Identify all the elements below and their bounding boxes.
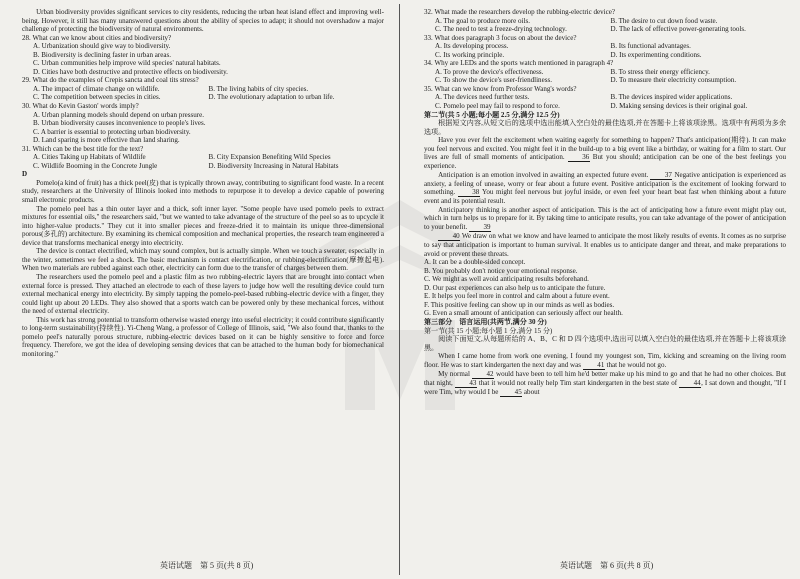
section-2-title: 第二节(共 5 小题;每小题 2.5 分,满分 12.5 分): [424, 110, 560, 119]
choice-b: B. You probably don't notice your emotional response.: [424, 266, 578, 275]
option-32c: C. The need to test a freeze-drying technology.: [435, 25, 567, 34]
option-33d: D. Its experimenting conditions.: [610, 50, 702, 59]
left-page-column: [22, 8, 384, 358]
options-31-row2: [22, 162, 384, 171]
passage-d-paragraph-4: The researchers used the pomelo peel and a plastic film as two rubbing-electric layers that are brought into contact when external force is pressed. They attached an electrode to each of these layers to judge how well the resulting device could turn external mechanical energy into electricity. By simply tapping the pomelo-peel-based rubbing-electric device with a finger, they could light up about 20 LEDs. They also showed that a sports watch can be powered only by these mechanical forces, without the need of external electricity.: [22, 272, 384, 316]
option-31b: B. City Expansion Benefiting Wild Species: [208, 153, 331, 162]
option-34c: C. To show the device's user-friendliness.: [435, 76, 552, 85]
blank-37: 37: [650, 172, 672, 180]
question-34: 34. Why are LEDs and the sports watch mentioned in paragraph 4?: [424, 59, 614, 68]
footer-page-6: 英语试题 第 6 页(共 8 页): [560, 561, 654, 570]
option-33c: C. Its working principle.: [435, 50, 505, 59]
options-35-row2: [424, 102, 786, 111]
section-1-title: 第一节(共 15 小题;每小题 1 分,满分 15 分): [424, 326, 553, 335]
blank-41: 41: [583, 362, 605, 370]
option-33a: A. Its developing process.: [435, 42, 509, 51]
options-35-row1: [424, 93, 786, 102]
seven-choose-five-paragraph-3: [424, 206, 786, 232]
seven-choose-five-paragraph-1: [424, 136, 786, 171]
option-34b: B. To stress their energy efficiency.: [610, 67, 710, 76]
question-32: 32. What made the researchers develop the rubbing-electric device?: [424, 8, 616, 16]
blank-45: 45: [500, 389, 522, 397]
option-34d: D. To measure their electricity consumption.: [610, 76, 737, 85]
passage-d-paragraph-3: The device is contact electrified, which may sound complex, but is actually simple. When we touch a sweater, especially in the winter, sometimes we feel a shock. The basic mechanism is contact electrification, or rubbing-electrification(摩擦起电). When two materials are rubbed against each other, electricity can form due to the transfer of charges between them.: [22, 247, 384, 273]
question-33: 33. What does paragraph 3 focus on about the device?: [424, 33, 577, 42]
question-31: 31. Which can be the best title for the text?: [22, 144, 144, 153]
blank-40: 40: [438, 233, 460, 241]
option-28d: D. Cities have both destructive and protective effects on biodiversity.: [33, 67, 228, 76]
blank-39: 39: [469, 224, 491, 232]
options-34-row2: [424, 76, 786, 85]
options-33-row2: [424, 51, 786, 60]
cloze-2-c: that it would not really help Tim start kindergarten in the best state of: [478, 378, 678, 387]
choice-d: D. Our past experiences can also help us to anticipate the future.: [424, 283, 606, 292]
option-28a: A. Urbanization should give way to biodiversity.: [33, 42, 171, 51]
option-32b: B. The desire to cut down food waste.: [610, 16, 718, 25]
section-2-instructions: 根据短文内容,从短文后的选项中选出能填入空白处的最佳选项,并在答题卡上将该项涂黑。选项中有两项为多余选项。: [424, 119, 786, 136]
choice-g: G. Even a small amount of anticipation can seriously affect our health.: [424, 309, 623, 318]
option-32d: D. The lack of effective power-generating tools.: [610, 25, 746, 34]
choice-f: F. This positive feeling can show up in our minds as well as bodies.: [424, 300, 615, 309]
part-3-title: 第三部分 语言运用(共两节,满分 30 分): [424, 317, 547, 326]
cloze-1-start: When I came home from work one evening, I found my youngest son, Tim, kicking and screaming on the living room floor. He was to start kindergarten the next day and was: [424, 352, 786, 369]
option-28c: C. Urban communities help improve wild species' natural habitats.: [33, 59, 221, 68]
seven-choose-five-paragraph-4: [424, 232, 786, 258]
passage-d-paragraph-1: Pomelo(a kind of fruit) has a thick peel(皮) that is typically thrown away, contributing to significant food waste. In a recent study, researchers at the University of Illinois looked into methods to repurpose it to develop a device capable of powering small electronic products.: [22, 178, 384, 205]
paragraph-3-start: Anticipatory thinking is another aspect of anticipation. This is the act of anticipating how a future event might play out, which in turn helps us to prepare for it. By taking time to anticipate results, you can take advantage of the power of anticipation to your benefit.: [424, 205, 786, 232]
cloze-paragraph-1: [424, 352, 786, 370]
option-32a: A. The goal to produce more oils.: [435, 16, 530, 25]
option-35d: D. Making sensing devices is their original goal.: [610, 102, 748, 111]
cloze-2-e: about: [523, 387, 540, 396]
seven-choose-five-paragraph-2: [424, 171, 786, 206]
choice-a: A. It can be a double-sided concept.: [424, 258, 526, 267]
question-35: 35. What can we know from Professor Wang's words?: [424, 84, 577, 93]
passage-d-paragraph-2: The pomelo peel has a thin outer layer and a thick, soft inner layer. "Some people have used pomelo peels to extract mixtures for essential oils," the researchers said, "but we wanted to take advantage of the structure of the peel so as to upcycle it into higher-value products." They cut it into smaller pieces and freeze-dried it to maintain its unique three-dimensional porous(多孔的) architecture. By examining its chemical composition and mechanical properties, the research team engineered a device that transforms mechanical energy into electricity.: [22, 204, 384, 247]
option-29d: D. The evolutionary adaptation to urban life.: [208, 93, 335, 102]
option-29c: C. The competition between species in cities.: [33, 93, 161, 102]
option-29a: A. The impact of climate change on wildlife.: [33, 84, 160, 93]
option-30a: A. Urban planning models should depend on urban pressure.: [33, 110, 205, 119]
option-33b: B. Its functional advantages.: [610, 42, 691, 51]
option-35c: C. Pomelo peel may fail to respond to force.: [435, 102, 560, 111]
question-30: 30. What do Kevin Gaston' words imply?: [22, 102, 139, 111]
options-32-row2: [424, 25, 786, 34]
question-29: 29. What do the examples of Crepis sancta and coal tits stress?: [22, 76, 199, 85]
choice-c: C. We might as well avoid anticipating results beforehand.: [424, 275, 589, 284]
option-31c: C. Wildlife Booming in the Concrete Jungle: [33, 161, 158, 170]
option-35b: B. The devices inspired wider applications.: [610, 93, 733, 102]
option-35a: A. The devices need further tests.: [435, 93, 530, 102]
blank-43: 43: [455, 380, 477, 388]
options-34-row1: [424, 68, 786, 77]
options-32-row1: [424, 17, 786, 26]
option-31a: A. Cities Taking up Habitats of Wildlife: [33, 153, 146, 162]
option-30b: B. Urban biodiversity causes inconvenience to people's lives.: [33, 119, 206, 128]
paragraph-1-text: Have you ever felt the excitement when waiting eagerly for something to happen? That's anticipation(期待). It can make you feel nervous and excited. You might feel it in the build-up to a big event like a birthday, or waiting for a film to start. Our lives are full of small moments of anticipation.: [424, 136, 786, 162]
cloze-2-a: My normal: [438, 369, 470, 378]
section-1-instructions: 阅读下面短文,从每题所给的 A、B、C 和 D 四个选项中,选出可以填入空白处的最佳选项,并在答题卡上将该项涂黑。: [424, 335, 786, 352]
passage-c-conclusion: Urban biodiversity provides significant services to city residents, reducing the urban heat island effect and improving well-being. However, it still has many unanswered questions about the ability of species to adapt; it should not overshadow a major challenge of protecting the biodiversity of natural environments.: [22, 8, 384, 34]
footer-page-5: 英语试题 第 5 页(共 8 页): [160, 561, 254, 570]
cloze-paragraph-2: [424, 370, 786, 397]
choice-e: E. It helps you feel more in control and calm about a future event.: [424, 292, 610, 301]
right-page-column: [424, 8, 786, 397]
page-divider: [399, 4, 400, 575]
option-31d: D. Biodiversity Increasing in Natural Habitats: [208, 161, 339, 170]
option-28b: B. Biodiversity is declining faster in urban areas.: [33, 50, 171, 59]
paragraph-2-middle: Negative anticipation is experienced as anxiety, a feeling of unease, worry or fear about a future event. Positive anticipation is the excitement of looking forward to something.: [424, 170, 786, 197]
paragraph-4-text: We draw on what we know and have learned to anticipate the most likely results of events. It comes as no surprise to say that anticipation is important to human survival. It enables us to anticipate danger and threat, and make preparations to avoid or prevent these threats.: [424, 232, 786, 258]
blank-36: 36: [568, 154, 590, 162]
blank-42: 42: [472, 371, 494, 379]
cloze-2-d: , I sat down and thought, "If I were Tim, why would I be: [424, 378, 787, 396]
passage-d-paragraph-5: This work has strong potential to transform otherwise wasted energy into useful electricity; it could contribute significantly to long-term sustainability(持续性). Yi-Cheng Wang, a professor of College of Illinois, said, "We also found that, thanks to the pomelo peel's naturally porous structure, rubbing-electric devices based on it can be highly sensitive to force and force frequency. Therefore, we got the idea of developing sensing devices that can be attached to the human body for biomechanical monitoring.": [22, 315, 384, 358]
options-31-row1: [22, 153, 384, 162]
option-29b: B. The living habits of city species.: [208, 84, 309, 93]
paragraph-2-start: Anticipation is an emotion involved in awaiting an expected future event.: [438, 170, 649, 179]
option-30c: C. A barrier is essential to protecting urban biodiversity.: [33, 127, 191, 136]
cloze-1-end: that he would not go.: [606, 360, 667, 369]
option-34a: A. To prove the device's effectiveness.: [435, 67, 544, 76]
question-28: 28. What can we know about cities and biodiversity?: [22, 33, 172, 42]
option-30d: D. Land sparing is more effective than land sharing.: [33, 136, 180, 145]
section-d-heading: D: [22, 170, 28, 179]
cloze-2-b: would have been to tell him he'd better make up his mind to go and that he had no other choices. But that night,: [424, 369, 787, 387]
blank-38: 38: [458, 189, 480, 197]
options-29-row2: [22, 93, 384, 102]
options-29-row1: [22, 85, 384, 94]
blank-44: 44: [679, 380, 701, 388]
options-33-row1: [424, 42, 786, 51]
paragraph-2-end: You might feel nervous but joyful inside, or even feel your heart beat fast when thinking about a future event and its potential result.: [424, 188, 786, 206]
paragraph-1-end: But you should; anticipation can be one of the best feelings you experience.: [424, 153, 787, 171]
